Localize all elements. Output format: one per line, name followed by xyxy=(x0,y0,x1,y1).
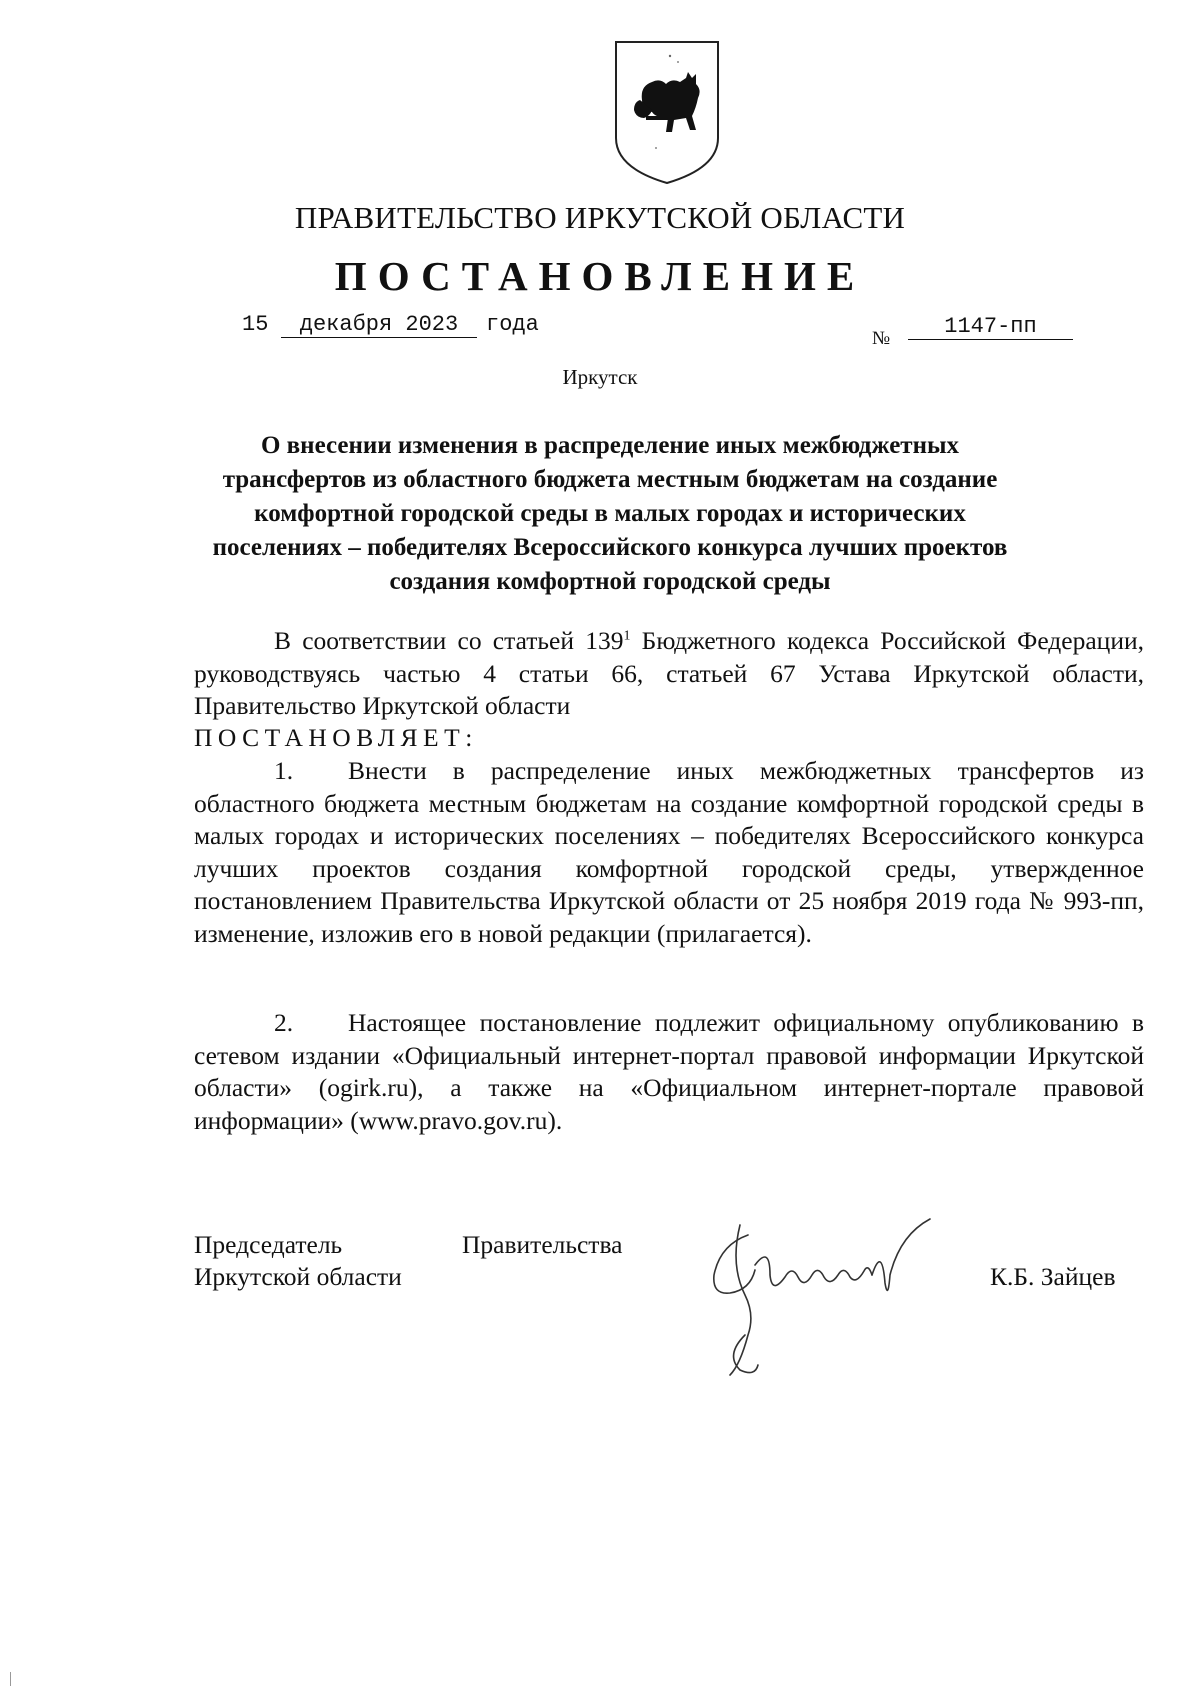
item-1-paragraph xyxy=(194,755,1144,950)
date-month-year: декабря 2023 xyxy=(281,312,477,338)
handwritten-signature-icon xyxy=(700,1205,970,1380)
item-1-text: Внести в распределение иных межбюджетных трансфертов из областного бюджета местным бюджетам на создание комфортной городской среды в малых городах и исторических поселениях – победителях Всероссийского конкурса лучших проектов создания комфортной городской среды, утвержденное постановлением Правительства Иркутской области от 25 ноября 2019 года № 993-пп, изменение, изложив его в новой редакции (прилагается). xyxy=(194,756,1144,948)
number-sign: № xyxy=(872,328,891,349)
preamble-paragraph xyxy=(194,625,1144,723)
city-name: Иркутск xyxy=(562,365,638,389)
item-2-text: Настоящее постановление подлежит официальному опубликованию в сетевом издании «Официальный интернет-портал правовой информации Иркутской области» (ogirk.ru), а также на «Официальном интернет-портале правовой информации» (www.pravo.gov.ru). xyxy=(194,1008,1144,1135)
item-2-number: 2. xyxy=(274,1008,294,1037)
date-day: 15 xyxy=(242,312,269,337)
article-superscript: 1 xyxy=(623,628,631,644)
preamble-text-end: Бюджетного кодекса Российской Федерации, руководствуясь частью 4 статьи 66, статьей 67 Устава Иркутской области, Правительство Иркутской области xyxy=(194,626,1144,720)
preamble-text-start: В соответствии со статьей 139 xyxy=(274,626,624,655)
margin-mark xyxy=(10,1672,11,1686)
signer-position-line2: Иркутской области xyxy=(194,1262,402,1291)
decree-word: ПОСТАНОВЛЯЕТ: xyxy=(194,723,478,752)
item-2-paragraph xyxy=(194,1007,1144,1137)
signer-name: К.Б. Зайцев xyxy=(990,1262,1116,1291)
date-suffix: года xyxy=(486,312,539,337)
government-name: ПРАВИТЕЛЬСТВО ИРКУТСКОЙ ОБЛАСТИ xyxy=(294,200,906,235)
item-1-number: 1. xyxy=(274,756,294,785)
document-subject: О внесении изменения в распределение иных межбюджетных трансфертов из областного бюджета местным бюджетам на создание комфортной городской среды в малых городах и исторических поселениях – победителях Всероссийского конкурса лучших проектов создания комфортной городской среды xyxy=(212,432,1008,595)
signer-position-word2: Правительства xyxy=(462,1230,623,1259)
document-number: 1147-пп xyxy=(908,314,1073,340)
signer-position-word1: Председатель xyxy=(194,1230,343,1259)
document-type-title: ПОСТАНОВЛЕНИЕ xyxy=(334,253,866,299)
coat-of-arms-icon xyxy=(612,38,722,186)
